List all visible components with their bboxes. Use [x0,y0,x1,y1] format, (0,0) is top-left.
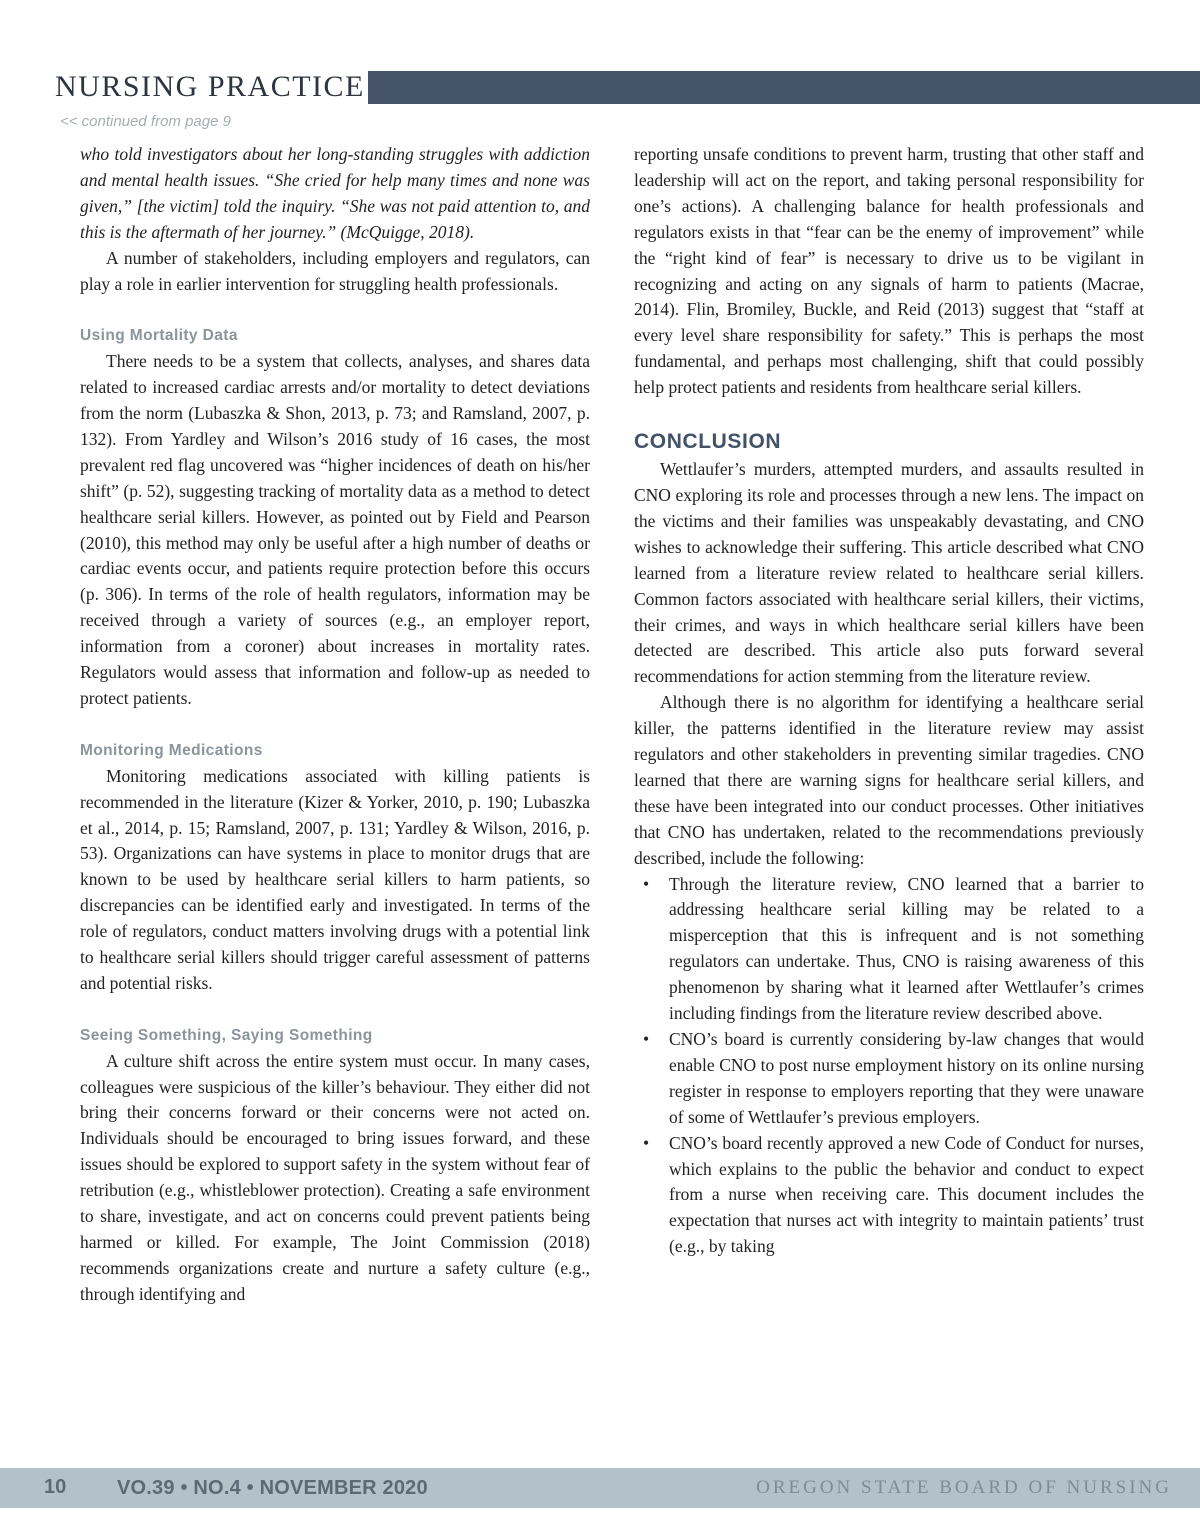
page-footer [0,1468,1200,1508]
issue-info: VO.39 • NO.4 • NOVEMBER 2020 [117,1477,428,1499]
subheading-seeing-something: Seeing Something, Saying Something [80,1026,373,1044]
page-number: 10 [44,1476,67,1498]
subheading-mortality-data: Using Mortality Data [80,327,238,345]
conclusion-paragraph-1: Wettlaufer’s murders, attempted murders, and assaults resulted in CNO exploring its role and processes through a new lens. The impact on the victims and their families was unspeakably devastating, and CNO wishes to acknowledge their suffering. This article described what CNO learned from a literature review related to healthcare serial killers. Common factors associated with healthcare serial killers, their victims, their crimes, and ways in which healthcare serial killers have been detected are described. This article also puts forward several recommendations for action stemming from the literature review. [634,459,1144,687]
conclusion-heading: CONCLUSION [634,430,782,454]
continued-from-note: << continued from page 9 [60,113,231,130]
list-item: • Through the literature review, CNO learned that a barrier to addressing healthcare serial killing may be related to a misperception that this is infrequent and is not something regulators can undertake. Thus, CNO is raising awareness of this phenomenon by sharing what it learned after Wettlaufer’s crimes including findings from the literature review described above. [634,872,1144,1027]
paragraph-continued: reporting unsafe conditions to prevent harm, trusting that other staff and leadership will act on the report, and taking personal responsibility for one’s actions). A challenging balance for health professionals and regulators exists in that “fear can be the enemy of improvement” while the “right kind of fear” is necessary to drive us to be vigilant in recognizing and acting on any signals of harm to patients (Macrae, 2014). Flin, Bromiley, Buckle, and Reid (2013) suggest that “staff at every level share responsibility for safety.” This is perhaps the most fundamental, and perhaps most challenging, shift that could possibly help protect patients and residents from healthcare serial killers. [634,144,1144,398]
left-column [80,142,590,1308]
section-title: NURSING PRACTICE [55,70,365,103]
intro-quote: who told investigators about her long-standing struggles with addiction and mental health issues. “She cried for help many times and none was given,” [the victim] told the inquiry. “She was not paid attention to, and this is the aftermath of her journey.” (McQuigge, 2018). [80,144,590,242]
paragraph-monitoring-medications: Monitoring medications associated with killing patients is recommended in the literature (Kizer & Yorker, 2010, p. 190; Lubaszka et al., 2014, p. 15; Ramsland, 2007, p. 131; Yardley & Wilson, 2016, p. 53). Organizations can have systems in place to monitor drugs that are known to be used by healthcare serial killers to harm patients, so discrepancies can be identified early and investigated. In terms of the role of regulators, conduct matters involving drugs with a potential link to healthcare serial killers should trigger careful assessment of patterns and potential risks. [80,765,590,993]
organization-name: OREGON STATE BOARD OF NURSING [756,1477,1172,1498]
paragraph-mortality-data: There needs to be a system that collects, analyses, and shares data related to increased cardiac arrests and/or mortality to detect deviations from the norm (Lubaszka & Shon, 2013, p. 73; and Ramsland, 2007, p. 132). From Yardley and Wilson’s 2016 study of 16 cases, the most prevalent red flag uncovered was “higher incidences of death on his/her shift” (p. 52), suggesting tracking of mortality data as a method to detect healthcare serial killers. However, as pointed out by Field and Pearson (2010), this method may only be useful after a high number of deaths or cardiac events occur, and patients require protection before this occurs (p. 306). In terms of the role of health regulators, information may be received through a variety of sources (e.g., an employer report, information from a coroner) about increases in mortality rates. Regulators would assess that information and follow-up as needed to protect patients. [80,351,590,709]
list-item: • CNO’s board recently approved a new Code of Conduct for nurses, which explains to the public the behavior and conduct to expect from a nurse when receiving care. This document includes the expectation that nurses act with integrity to maintain patients’ trust (e.g., by taking [634,1131,1144,1261]
right-column [634,142,1144,1260]
list-item: • CNO’s board is currently considering by-law changes that would enable CNO to post nurse employment history on its online nursing register in response to employers reporting that they were unaware of some of Wettlaufer’s previous employers. [634,1027,1144,1131]
initiatives-list [634,872,1144,1261]
header-bar [368,71,1200,104]
paragraph-seeing-something: A culture shift across the entire system must occur. In many cases, colleagues were suspicious of the killer’s behaviour. They either did not bring their concerns forward or their concerns were not acted on. Individuals should be encouraged to bring issues forward, and these issues should be explored to support safety in the system without fear of retribution (e.g., whistleblower protection). Creating a safe environment to share, investigate, and act on concerns could prevent patients being harmed or killed. For example, The Joint Commission (2018) recommends organizations create and nurture a safety culture (e.g., through identifying and [80,1050,590,1304]
intro-paragraph: A number of stakeholders, including employers and regulators, can play a role in earlier intervention for struggling health professionals. [80,247,590,294]
conclusion-paragraph-2: Although there is no algorithm for identifying a healthcare serial killer, the patterns identified in the literature review may assist regulators and other stakeholders in preventing similar tragedies. CNO learned that there are warning signs for healthcare serial killers, and these have been integrated into our conduct processes. Other initiatives that CNO has undertaken, related to the recommendations previously described, include the following: [634,692,1144,868]
subheading-monitoring-medications: Monitoring Medications [80,741,263,759]
